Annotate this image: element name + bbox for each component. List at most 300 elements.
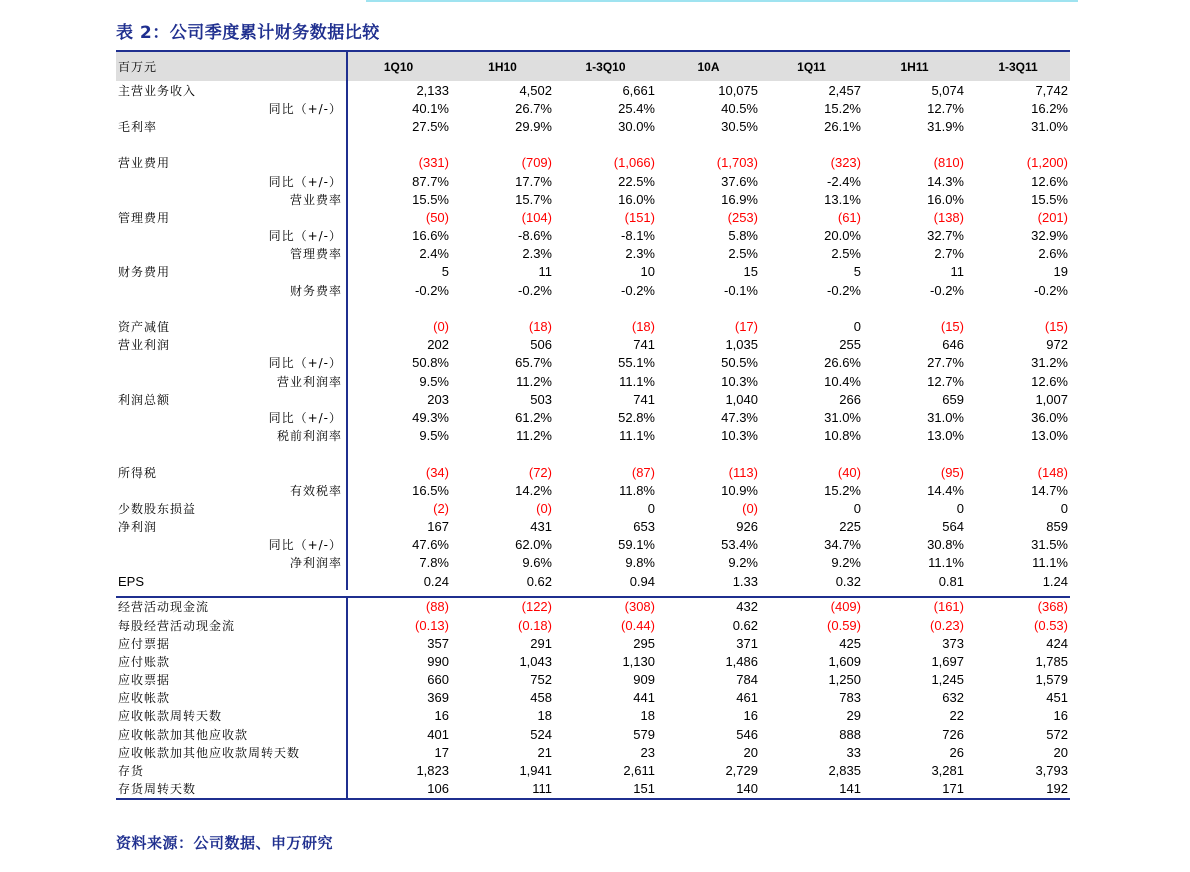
table-cell: (104) — [521, 209, 552, 225]
table-cell: 26.1% — [824, 118, 861, 134]
table-cell: 0.94 — [629, 573, 655, 589]
table-cell: 990 — [427, 653, 449, 669]
table-cell: 0.32 — [835, 573, 861, 589]
table-cell: 14.4% — [927, 482, 964, 498]
table-cell: 10.4% — [824, 373, 861, 389]
table-cell: 25.4% — [618, 100, 655, 116]
table-cell: 972 — [1046, 337, 1068, 353]
table-cell: 22 — [949, 708, 964, 724]
row-label: 存货周转天数 — [118, 782, 197, 797]
table-cell: 16.0% — [618, 191, 655, 207]
table-cell: 9.6% — [522, 555, 552, 571]
table-cell: 12.6% — [1031, 173, 1068, 189]
row-label: 应付票据 — [118, 636, 171, 651]
table-row — [116, 598, 1070, 616]
table-cell: 784 — [736, 672, 758, 688]
top-decorative-rule — [366, 0, 1078, 2]
row-label: 同比（+/-） — [268, 229, 342, 244]
table-cell: 15.5% — [1031, 191, 1068, 207]
row-label: 营业利润 — [118, 338, 171, 353]
table-cell: (1,200) — [1026, 155, 1068, 171]
table-cell: 431 — [530, 519, 552, 535]
table-cell: 11.8% — [619, 482, 655, 498]
table-cell: -0.2% — [930, 282, 964, 298]
table-row — [116, 81, 1070, 99]
table-cell: (61) — [837, 209, 861, 225]
table-cell: 12.7% — [927, 100, 964, 116]
table-row — [116, 761, 1070, 779]
table-cell: (368) — [1037, 599, 1068, 615]
table-cell: (409) — [830, 599, 861, 615]
table-cell: 11 — [950, 264, 964, 280]
table-cell: 726 — [942, 726, 964, 742]
table-cell: 1,579 — [1035, 672, 1068, 688]
table-cell: 15.5% — [412, 191, 449, 207]
table-cell: 10.9% — [721, 482, 758, 498]
row-label: 毛利率 — [118, 119, 158, 134]
table-cell: 2,835 — [828, 763, 861, 779]
table-cell: 0 — [1060, 500, 1068, 516]
table-cell: (17) — [734, 319, 758, 335]
table-cell: 909 — [633, 672, 655, 688]
table-cell: 20.0% — [824, 228, 861, 244]
row-label: 主营业务收入 — [118, 83, 197, 98]
table-cell: (0.23) — [930, 617, 964, 633]
table-cell: 741 — [633, 337, 655, 353]
table-cell: (2) — [433, 500, 449, 516]
spacer-row — [116, 136, 1070, 154]
table-cell: 1,035 — [725, 337, 758, 353]
table-cell: (88) — [425, 599, 449, 615]
table-cell: (50) — [425, 209, 449, 225]
table-cell: 29 — [846, 708, 861, 724]
table-cell: 441 — [633, 690, 655, 706]
table-cell: 1,486 — [725, 653, 758, 669]
table-cell: 926 — [736, 519, 758, 535]
table-cell: (87) — [631, 464, 655, 480]
table-cell: 18 — [537, 708, 552, 724]
table-cell: (1,066) — [613, 155, 655, 171]
table-cell: -0.2% — [827, 282, 861, 298]
table-cell: 0.24 — [423, 573, 449, 589]
table-cell: (18) — [631, 319, 655, 335]
row-label: 经营活动现金流 — [118, 600, 210, 615]
row-label: 营业费率 — [289, 192, 342, 207]
table-cell: 0 — [853, 319, 861, 335]
table-row — [116, 154, 1070, 172]
row-label: 财务费率 — [289, 283, 342, 298]
table-cell: 15 — [743, 264, 758, 280]
row-label: 同比（+/-） — [268, 410, 342, 425]
table-cell: 29.9% — [515, 118, 552, 134]
table-cell: 2,729 — [725, 763, 758, 779]
row-label: 同比（+/-） — [268, 174, 342, 189]
table-row — [116, 408, 1070, 426]
table-cell: 9.5% — [419, 428, 449, 444]
table-cell: (331) — [418, 155, 449, 171]
table-row — [116, 689, 1070, 707]
row-label: 应收票据 — [118, 673, 171, 688]
row-label: 每股经营活动现金流 — [118, 618, 236, 633]
table-cell: 1,609 — [828, 653, 861, 669]
table-title: 表 2：公司季度累计财务数据比较 — [116, 23, 380, 43]
table-cell: (95) — [940, 464, 964, 480]
table-cell: 16 — [434, 708, 449, 724]
table-cell: 659 — [942, 391, 964, 407]
table-cell: 13.1% — [824, 191, 861, 207]
table-cell: (0.53) — [1034, 617, 1068, 633]
table-cell: 9.8% — [625, 555, 655, 571]
table-cell: 151 — [633, 781, 655, 797]
table-cell: 7,742 — [1035, 82, 1068, 98]
table-cell: 15.7% — [515, 191, 552, 207]
table-cell: 13.0% — [1031, 428, 1068, 444]
table-cell: 451 — [1046, 690, 1068, 706]
table-cell: 20 — [1053, 744, 1068, 760]
table-row — [116, 499, 1070, 517]
table-cell: 295 — [633, 635, 655, 651]
table-cell: 13.0% — [927, 428, 964, 444]
table-cell: 0.62 — [732, 617, 758, 633]
table-row — [116, 572, 1070, 590]
section2-vertical-divider — [346, 598, 348, 798]
table-cell: 1,040 — [725, 391, 758, 407]
table-cell: 12.7% — [927, 373, 964, 389]
table-cell: (161) — [933, 599, 964, 615]
table-cell: 11.1% — [619, 428, 655, 444]
table-row — [116, 427, 1070, 445]
table-cell: 458 — [530, 690, 552, 706]
table-cell: 741 — [633, 391, 655, 407]
table-cell: 31.2% — [1031, 355, 1068, 371]
table-cell: (0) — [742, 500, 758, 516]
table-cell: (122) — [521, 599, 552, 615]
row-label: 存货 — [118, 764, 145, 779]
table-cell: 2.4% — [419, 246, 449, 262]
table-cell: 16.5% — [412, 482, 449, 498]
row-label: 少数股东损益 — [118, 501, 197, 516]
column-header-1-3q10: 1-3Q10 — [585, 59, 626, 74]
table-cell: -0.1% — [724, 282, 758, 298]
table-cell: 9.5% — [419, 373, 449, 389]
table-cell: 783 — [839, 690, 861, 706]
table-row — [116, 518, 1070, 536]
table-cell: 2.5% — [728, 246, 758, 262]
table-cell: 52.8% — [618, 409, 655, 425]
row-label: 税前利润率 — [276, 429, 342, 444]
table-row — [116, 354, 1070, 372]
table-cell: 5 — [853, 264, 861, 280]
table-cell: 20 — [743, 744, 758, 760]
column-header-1h10: 1H10 — [488, 59, 517, 74]
table-row — [116, 317, 1070, 335]
table-cell: 21 — [537, 744, 552, 760]
table-cell: 371 — [736, 635, 758, 651]
table-cell: (15) — [1044, 319, 1068, 335]
table-cell: (253) — [727, 209, 758, 225]
table-cell: 19 — [1053, 264, 1068, 280]
row-label: 所得税 — [118, 465, 158, 480]
table-row — [116, 671, 1070, 689]
table-cell: 11.2% — [516, 428, 552, 444]
table-cell: 1,007 — [1035, 391, 1068, 407]
table-row — [116, 463, 1070, 481]
table-cell: 9.2% — [728, 555, 758, 571]
table-bottom-rule — [116, 798, 1070, 800]
table-cell: 16.0% — [927, 191, 964, 207]
table-cell: 0.62 — [526, 573, 552, 589]
table-cell: 50.8% — [412, 355, 449, 371]
table-cell: 1,823 — [416, 763, 449, 779]
table-cell: 653 — [633, 519, 655, 535]
table-row — [116, 554, 1070, 572]
table-cell: 0 — [956, 500, 964, 516]
table-cell: 424 — [1046, 635, 1068, 651]
table-row — [116, 372, 1070, 390]
table-row — [116, 634, 1070, 652]
table-cell: 62.0% — [515, 537, 552, 553]
table-cell: 26.6% — [824, 355, 861, 371]
table-cell: (0.44) — [621, 617, 655, 633]
table-cell: 432 — [736, 599, 758, 615]
table-cell: 2,611 — [623, 763, 655, 779]
income-statement-section — [116, 81, 1070, 590]
table-cell: 1,130 — [622, 653, 655, 669]
table-cell: (18) — [528, 319, 552, 335]
table-cell: 16 — [1053, 708, 1068, 724]
table-cell: 87.7% — [412, 173, 449, 189]
table-cell: 59.1% — [618, 537, 655, 553]
table-row — [116, 536, 1070, 554]
table-cell: 26 — [949, 744, 964, 760]
table-cell: 32.7% — [927, 228, 964, 244]
table-cell: 5.8% — [728, 228, 758, 244]
section1-vertical-divider — [346, 81, 348, 590]
table-cell: (810) — [933, 155, 964, 171]
table-cell: 37.6% — [721, 173, 758, 189]
table-cell: 369 — [427, 690, 449, 706]
row-label: 应收帐款周转天数 — [118, 709, 223, 724]
table-cell: 506 — [530, 337, 552, 353]
table-cell: 32.9% — [1031, 228, 1068, 244]
table-cell: 9.2% — [831, 555, 861, 571]
table-row — [116, 725, 1070, 743]
table-header-row — [116, 52, 1070, 81]
table-cell: 55.1% — [618, 355, 655, 371]
table-cell: 11.2% — [516, 373, 552, 389]
table-cell: 859 — [1046, 519, 1068, 535]
table-cell: 752 — [530, 672, 552, 688]
table-cell: 16.9% — [721, 191, 758, 207]
table-cell: 36.0% — [1031, 409, 1068, 425]
table-cell: 2,457 — [828, 82, 861, 98]
row-label: 应收帐款加其他应收款 — [118, 727, 249, 742]
table-cell: -2.4% — [827, 173, 861, 189]
table-row — [116, 743, 1070, 761]
table-cell: (709) — [521, 155, 552, 171]
table-cell: 18 — [640, 708, 655, 724]
table-cell: 3,793 — [1035, 763, 1068, 779]
table-cell: (0) — [536, 500, 552, 516]
table-cell: 65.7% — [515, 355, 552, 371]
table-cell: 10.3% — [721, 373, 758, 389]
table-cell: 888 — [839, 726, 861, 742]
table-cell: 106 — [427, 781, 449, 797]
row-label: 管理费用 — [118, 210, 171, 225]
table-cell: 27.7% — [927, 355, 964, 371]
table-cell: 1,785 — [1035, 653, 1068, 669]
table-cell: 1.24 — [1042, 573, 1068, 589]
table-cell: 33 — [846, 744, 861, 760]
table-cell: 3,281 — [931, 763, 964, 779]
table-cell: (0.18) — [518, 617, 552, 633]
table-cell: 564 — [942, 519, 964, 535]
table-cell: 11.1% — [928, 555, 964, 571]
table-cell: 1,245 — [931, 672, 964, 688]
table-cell: 503 — [530, 391, 552, 407]
column-header-1-3q11: 1-3Q11 — [998, 59, 1038, 74]
table-cell: 12.6% — [1031, 373, 1068, 389]
table-cell: 47.6% — [412, 537, 449, 553]
unit-label: 百万元 — [118, 60, 158, 74]
spacer-row — [116, 445, 1070, 463]
table-row — [116, 281, 1070, 299]
table-cell: 140 — [736, 781, 758, 797]
table-cell: -0.2% — [518, 282, 552, 298]
row-label: 应收帐款 — [118, 691, 171, 706]
table-cell: 16.6% — [412, 228, 449, 244]
table-row — [116, 390, 1070, 408]
table-cell: 2.3% — [625, 246, 655, 262]
table-cell: 111 — [532, 781, 552, 797]
table-cell: (201) — [1037, 209, 1068, 225]
table-cell: (72) — [528, 464, 552, 480]
table-cell: 2,133 — [416, 82, 449, 98]
table-cell: 1,941 — [519, 763, 552, 779]
table-cell: 17.7% — [515, 173, 552, 189]
table-cell: 0.81 — [938, 573, 964, 589]
table-cell: -8.6% — [518, 228, 552, 244]
table-cell: 31.0% — [1031, 118, 1068, 134]
table-cell: 524 — [530, 726, 552, 742]
table-cell: 50.5% — [721, 355, 758, 371]
table-cell: 14.7% — [1031, 482, 1068, 498]
row-label: 应收帐款加其他应收款周转天数 — [118, 745, 301, 760]
table-cell: 30.5% — [721, 118, 758, 134]
table-cell: 10.3% — [721, 428, 758, 444]
table-cell: 266 — [839, 391, 861, 407]
table-cell: 167 — [427, 519, 449, 535]
table-cell: 34.7% — [824, 537, 861, 553]
table-row — [116, 190, 1070, 208]
table-cell: 16.2% — [1031, 100, 1068, 116]
spacer-row — [116, 299, 1070, 317]
financial-table — [116, 50, 1070, 800]
table-cell: (34) — [425, 464, 449, 480]
table-cell: 357 — [427, 635, 449, 651]
table-cell: 461 — [736, 690, 758, 706]
table-cell: 11 — [538, 264, 552, 280]
table-cell: 31.0% — [824, 409, 861, 425]
table-cell: 11.1% — [1032, 555, 1068, 571]
table-row — [116, 117, 1070, 135]
table-cell: 2.6% — [1038, 246, 1068, 262]
table-cell: -0.2% — [621, 282, 655, 298]
table-row — [116, 263, 1070, 281]
row-label: 同比（+/-） — [268, 101, 342, 116]
table-cell: (323) — [830, 155, 861, 171]
table-cell: 16 — [743, 708, 758, 724]
table-cell: 1,043 — [519, 653, 552, 669]
table-cell: 10,075 — [718, 82, 758, 98]
table-cell: 1.33 — [732, 573, 758, 589]
table-cell: 40.1% — [412, 100, 449, 116]
table-cell: 53.4% — [721, 537, 758, 553]
table-row — [116, 481, 1070, 499]
table-cell: 141 — [839, 781, 861, 797]
table-cell: 0 — [853, 500, 861, 516]
table-cell: (148) — [1037, 464, 1068, 480]
table-cell: 373 — [942, 635, 964, 651]
table-row — [116, 99, 1070, 117]
table-cell: 15.2% — [824, 482, 861, 498]
table-cell: 27.5% — [412, 118, 449, 134]
table-cell: 2.7% — [934, 246, 964, 262]
table-cell: (0.59) — [827, 617, 861, 633]
table-cell: 30.8% — [927, 537, 964, 553]
row-label: 同比（+/-） — [268, 538, 342, 553]
row-label: 财务费用 — [118, 265, 171, 280]
table-cell: 5 — [441, 264, 449, 280]
row-label: 管理费率 — [289, 247, 342, 262]
column-header-10a: 10A — [697, 59, 720, 74]
table-cell: (138) — [933, 209, 964, 225]
table-cell: 31.0% — [927, 409, 964, 425]
table-cell: 632 — [942, 690, 964, 706]
table-cell: 22.5% — [618, 173, 655, 189]
table-cell: 660 — [427, 672, 449, 688]
table-cell: 23 — [640, 744, 655, 760]
table-cell: 192 — [1046, 781, 1068, 797]
row-label: 有效税率 — [289, 483, 342, 498]
table-cell: 546 — [736, 726, 758, 742]
table-row — [116, 245, 1070, 263]
table-cell: (40) — [837, 464, 861, 480]
table-row — [116, 336, 1070, 354]
table-cell: -0.2% — [1034, 282, 1068, 298]
row-label: 净利润率 — [289, 556, 342, 571]
table-cell: 1,250 — [828, 672, 861, 688]
table-cell: 646 — [942, 337, 964, 353]
table-cell: 10.8% — [824, 428, 861, 444]
table-row — [116, 227, 1070, 245]
table-cell: 202 — [427, 337, 449, 353]
working-capital-section — [116, 598, 1070, 798]
row-label: 应付账款 — [118, 654, 171, 669]
table-cell: 31.9% — [927, 118, 964, 134]
table-cell: 291 — [530, 635, 552, 651]
row-label: 资产减值 — [118, 320, 171, 335]
row-label: 净利润 — [118, 520, 158, 535]
table-cell: 14.3% — [927, 173, 964, 189]
table-cell: 255 — [839, 337, 861, 353]
table-cell: 7.8% — [419, 555, 449, 571]
table-cell: (1,703) — [716, 155, 758, 171]
table-row — [116, 652, 1070, 670]
table-cell: 4,502 — [519, 82, 552, 98]
table-cell: 10 — [640, 264, 655, 280]
table-cell: 401 — [427, 726, 449, 742]
